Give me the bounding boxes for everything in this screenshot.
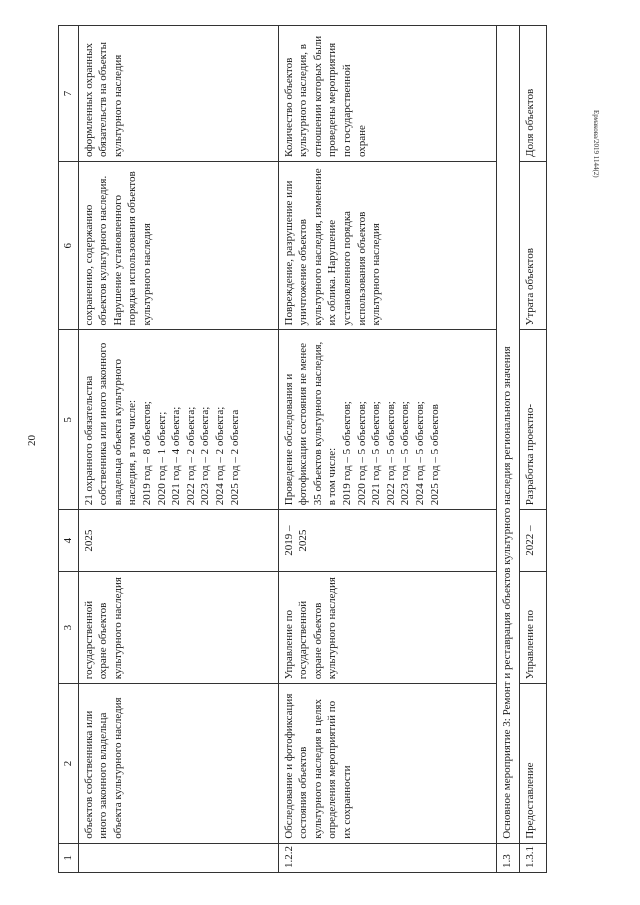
row-number-cell: 1.3.1 [519, 843, 546, 872]
main-measure-heading: Основное мероприятие 3: Ремонт и реставрация объектов культурного наследия регионального значения [496, 26, 519, 844]
result-line: 2019 год – 5 объектов; [340, 401, 353, 506]
result-line: 2023 год – 5 объектов; [399, 401, 412, 506]
consequences-cell: Утрата объектов [519, 161, 546, 330]
row-number-cell: 1.3 [496, 843, 519, 872]
column-number-3: 3 [59, 571, 79, 683]
measure-name-cell: Предоставление [519, 684, 546, 844]
result-line: 2025 год – 5 объектов [428, 404, 441, 506]
page-number: 20 [26, 435, 38, 446]
measure-name-cell: Обследование и фотофиксация состояния объектов культурного наследия в целях определения мероприятий по их сохранности [278, 684, 496, 844]
result-line: 2022 год – 5 объектов; [384, 401, 397, 506]
table-row-1-2-2 [278, 26, 496, 873]
executor-cell: Управление по государственной охране объектов культурного наследия [278, 571, 496, 683]
consequences-cell: сохранению, содержанию объектов культурного наследия. Нарушение установленного порядка использования объектов культурного наследия [78, 161, 278, 330]
result-line: 2020 год – 5 объектов; [355, 401, 368, 506]
result-line: 2021 год – 4 объекта; [170, 406, 183, 506]
column-number-6: 6 [59, 161, 79, 330]
column-number-1: 1 [59, 843, 79, 872]
period-cell: 2025 [78, 510, 278, 572]
executor-cell: Управление по [519, 571, 546, 683]
executor-cell: государственной охране объектов культурного наследия [78, 571, 278, 683]
indicator-cell: Количество объектов культурного наследия, в отношении которых были проведены мероприятия по государственной охране [278, 26, 496, 162]
document-stamp: Ермакова/2019 1144(2) [592, 110, 600, 178]
measure-name-cell: объектов собственника или иного законного владельца объекта культурного наследия [78, 684, 278, 844]
expected-result-cell: Разработка проектно- [519, 330, 546, 510]
measures-table [58, 25, 547, 873]
column-numbers-row [59, 26, 79, 873]
result-line: 2024 год – 2 объекта; [213, 406, 226, 506]
table-row-1-3-1 [519, 26, 546, 873]
result-line: 21 охранного обязательства собственника или иного законного владельца объекта культурного наследия, в том числе: [82, 342, 139, 506]
row-number-cell [78, 843, 278, 872]
indicator-cell: оформленных охранных обязательств на объекты культурного наследия [78, 26, 278, 162]
indicator-cell: Доля объектов [519, 26, 546, 162]
column-number-2: 2 [59, 684, 79, 844]
expected-result-cell [278, 330, 496, 510]
result-line: 2020 год – 1 объект; [155, 411, 168, 506]
result-line: 2021 год – 5 объектов; [370, 401, 383, 506]
result-line: 2024 год – 5 объектов; [413, 401, 426, 506]
column-number-5: 5 [59, 330, 79, 510]
column-number-7: 7 [59, 26, 79, 162]
period-cell: 2022 – [519, 510, 546, 572]
table-row-continuation [78, 26, 278, 873]
period-cell: 2019 – 2025 [278, 510, 496, 572]
result-line: 2022 год – 2 объекта; [184, 406, 197, 506]
table-row-1-3 [496, 26, 519, 873]
result-line: 2019 год – 8 объектов; [140, 401, 153, 506]
result-line: 2025 год – 2 объекта [228, 409, 241, 506]
expected-result-cell [78, 330, 278, 510]
consequences-cell: Повреждение, разрушение или уничтожение объектов культурного наследия, изменение их облика. Нарушение установленного порядка использования объектов культурного наследия [278, 161, 496, 330]
row-number-cell: 1.2.2 [278, 843, 496, 872]
result-line: Проведение обследования и фотофиксации состояния не менее 35 объектов культурного наследия, в том числе: [282, 341, 339, 506]
column-number-4: 4 [59, 510, 79, 572]
result-line: 2023 год – 2 объекта; [199, 406, 212, 506]
program-measures-table [58, 25, 558, 873]
